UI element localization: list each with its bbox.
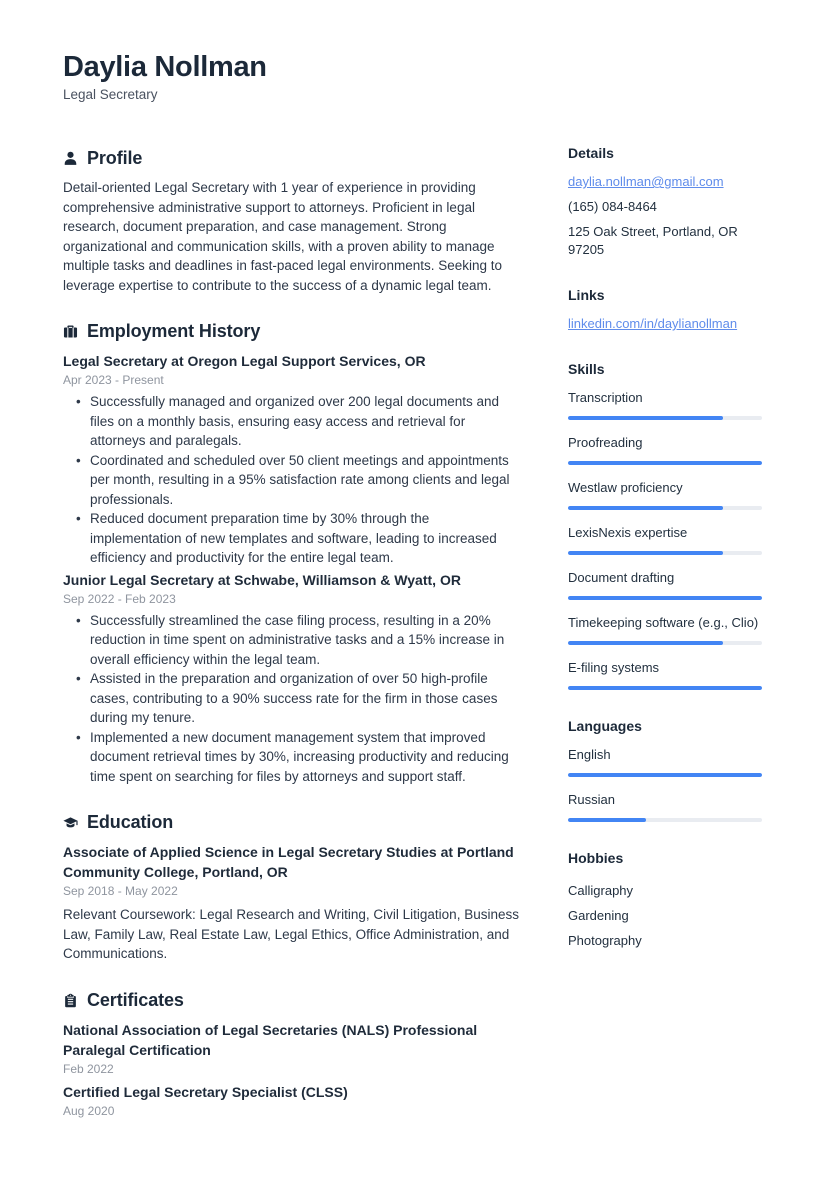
skill-item [568, 524, 762, 555]
job-bullet-list [63, 392, 520, 568]
hobby-item: Gardening [568, 908, 629, 923]
profile-heading-row [63, 148, 520, 169]
language-item [568, 746, 762, 777]
skill-label: Westlaw proficiency [568, 480, 683, 495]
job-bullet: • Successfully managed and organized over 200 legal documents and files on a monthly basis, ensuring easy access and retrieval for attorneys and paralegals. [63, 392, 520, 451]
language-label: Russian [568, 792, 615, 807]
details-heading: Details [568, 145, 614, 161]
hobby-item: Photography [568, 933, 642, 948]
section-profile [63, 148, 520, 295]
language-meter [568, 818, 762, 822]
certificate-entry [63, 1082, 520, 1120]
skill-meter [568, 416, 762, 420]
sidebar [568, 144, 762, 980]
sidebar-hobbies [568, 849, 762, 953]
section-education [63, 812, 520, 964]
job-bullet: • Implemented a new document management system that improved document retrieval times by 30%, increasing productivity and reducing time spent on searching for files by attorneys and support staff. [63, 728, 520, 787]
languages-heading: Languages [568, 718, 642, 734]
job-bullet: • Coordinated and scheduled over 50 client meetings and appointments per month, resulting in a 95% satisfaction rate among clients and legal professionals. [63, 451, 520, 510]
hobby-item: Calligraphy [568, 883, 634, 898]
skills-heading: Skills [568, 361, 605, 377]
skill-meter-fill [568, 551, 723, 555]
skill-label: Transcription [568, 390, 643, 405]
job-bullet: • Reduced document preparation time by 30% through the implementation of new templates and software, leading to increased efficiency and productivity for the entire legal team. [63, 509, 520, 568]
graduation-cap-icon [63, 815, 78, 830]
briefcase-icon [63, 324, 78, 339]
clipboard-icon [63, 993, 78, 1008]
education-entry [63, 842, 520, 964]
skill-item [568, 569, 762, 600]
job-bullet: • Assisted in the preparation and organization of over 50 high-profile cases, contributing to a 90% success rate for the firm in those cases during my tenure. [63, 669, 520, 728]
profile-text: Detail-oriented Legal Secretary with 1 year of experience in providing comprehensive administrative support to attorneys. Proficient in legal research, document preparation, and case management. Strong organizational and communication skills, with a proven ability to manage multiple tasks and deadlines in fast-paced legal environments. Seeking to leverage expertise to contribute to the success of a dynamic legal team. [63, 180, 503, 293]
profile-heading: Profile [87, 148, 143, 168]
candidate-job-title: Legal Secretary [63, 87, 158, 102]
education-title: Associate of Applied Science in Legal Secretary Studies at Portland Community College, Portland, OR [63, 844, 514, 880]
sidebar-details [568, 144, 762, 259]
address: 125 Oak Street, Portland, OR 97205 [568, 224, 738, 257]
skill-meter [568, 506, 762, 510]
sidebar-skills [568, 360, 762, 690]
skill-meter-fill [568, 461, 762, 465]
skill-meter-fill [568, 506, 723, 510]
language-item [568, 791, 762, 822]
skill-item [568, 434, 762, 465]
skill-meter [568, 686, 762, 690]
skill-meter-fill [568, 686, 762, 690]
language-meter [568, 773, 762, 777]
skill-meter-fill [568, 416, 723, 420]
employment-heading: Employment History [87, 321, 261, 341]
skill-item [568, 659, 762, 690]
phone-number: (165) 084-8464 [568, 199, 657, 214]
hobbies-heading: Hobbies [568, 850, 624, 866]
certificate-entry [63, 1020, 520, 1078]
certificates-heading: Certificates [87, 989, 184, 1010]
certificate-title: Certified Legal Secretary Specialist (CLSS) [63, 1083, 348, 1100]
email-link[interactable]: daylia.nollman@gmail.com [568, 174, 724, 189]
section-certificates [63, 990, 520, 1120]
skill-meter [568, 641, 762, 645]
job-entry [63, 570, 520, 787]
job-dates: Sep 2022 - Feb 2023 [63, 591, 176, 606]
skill-item [568, 614, 762, 645]
education-description: Relevant Coursework: Legal Research and Writing, Civil Litigation, Business Law, Family Law, Real Estate Law, Legal Ethics, Office Administration, and Communications. [63, 907, 519, 961]
certificates-heading-row [63, 990, 520, 1011]
skill-label: Document drafting [568, 570, 675, 585]
skill-item [568, 479, 762, 510]
skill-label: Proofreading [568, 435, 643, 450]
section-employment [63, 321, 520, 786]
skill-meter [568, 551, 762, 555]
skill-item [568, 389, 762, 420]
language-meter-fill [568, 818, 646, 822]
certificate-dates: Feb 2022 [63, 1061, 114, 1076]
certificate-title: National Association of Legal Secretaries (NALS) Professional Paralegal Certification [63, 1021, 478, 1058]
links-heading: Links [568, 287, 605, 303]
job-bullet: • Successfully streamlined the case filing process, resulting in a 20% reduction in time spent on administrative tasks and a 15% increase in overall efficiency within the legal team. [63, 611, 520, 670]
skill-label: LexisNexis expertise [568, 525, 688, 540]
skill-meter [568, 461, 762, 465]
certificate-dates: Aug 2020 [63, 1103, 115, 1118]
education-heading-row [63, 812, 520, 833]
skill-meter-fill [568, 596, 762, 600]
skill-meter-fill [568, 641, 723, 645]
skill-label: Timekeeping software (e.g., Clio) [568, 615, 759, 630]
job-entry [63, 351, 520, 568]
job-bullet-list [63, 611, 520, 787]
employment-heading-row [63, 321, 520, 342]
main-column [63, 50, 520, 1120]
candidate-name: Daylia Nollman [63, 51, 267, 83]
education-heading: Education [87, 812, 174, 832]
education-dates: Sep 2018 - May 2022 [63, 884, 178, 898]
job-title: Legal Secretary at Oregon Legal Support Services, OR [63, 353, 426, 369]
skill-label: E-filing systems [568, 660, 660, 675]
language-label: English [568, 747, 611, 762]
language-meter-fill [568, 773, 762, 777]
sidebar-languages [568, 717, 762, 822]
job-title: Junior Legal Secretary at Schwabe, Williamson & Wyatt, OR [63, 571, 461, 588]
sidebar-links [568, 286, 762, 333]
person-icon [63, 151, 78, 166]
skill-meter [568, 596, 762, 600]
job-dates: Apr 2023 - Present [63, 373, 164, 387]
linkedin-link[interactable]: linkedin.com/in/daylianollman [568, 316, 738, 331]
